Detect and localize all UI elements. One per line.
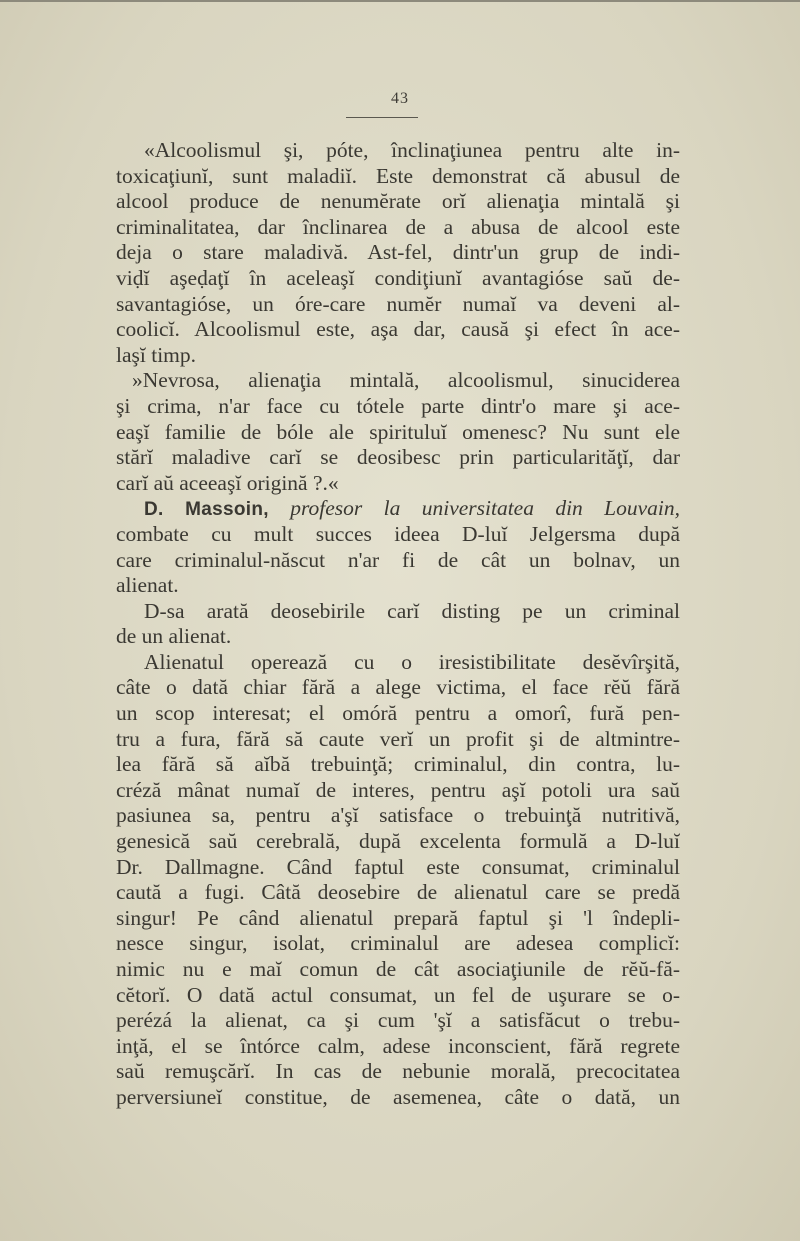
text-line: viḍĭ aşeḍaţĭ în aceleaşĭ condiţiunĭ avantagióse saŭ de- bbox=[116, 265, 680, 290]
text-line: inţă, el se întórce calm, adese inconscient, fără regrete bbox=[116, 1033, 680, 1058]
text-line: créză mânat numaĭ de interes, pentru aşĭ potoli ura saŭ bbox=[116, 777, 680, 802]
page-number: 43 bbox=[391, 90, 409, 107]
text-line: toxicaţiunĭ, sunt maladiĭ. Este demonstrat că abusul de bbox=[116, 163, 680, 188]
text-line: câte o dată chiar fără a alege victima, el face rĕŭ fără bbox=[116, 675, 680, 700]
text-line: alcool produce de nenumĕrate orĭ alienaţia mintală şi bbox=[116, 189, 680, 214]
paragraph-block-1 bbox=[116, 138, 680, 496]
text-line: Alienatul operează cu o iresistibilitate desĕvîrşită, bbox=[144, 649, 680, 674]
text-line: nimic nu e maĭ comun de cât asociaţiunile de rĕŭ-fă- bbox=[116, 957, 680, 981]
text-line: genesică saŭ cerebrală, după excelenta formulă a D-luĭ bbox=[116, 829, 680, 854]
text-line: care criminalul-născut n'ar fi de cât un bolnav, un bbox=[116, 547, 680, 572]
text-line: laşĭ timp. bbox=[116, 342, 197, 367]
text-line: combate cu mult succes ideea D-luĭ Jelgersma după bbox=[116, 521, 680, 546]
text-line: «Alcoolismul şi, póte, înclinaţiunea pentru alte in- bbox=[144, 138, 680, 162]
author-name: D. Massoin, bbox=[144, 499, 269, 521]
text-line: carĭ aŭ aceeaşĭ origină ?.« bbox=[116, 470, 339, 495]
text-line: cĕtorĭ. O dată actul consumat, un fel de uşurare se o- bbox=[116, 982, 680, 1007]
text-line: lea fără să aĭbă trebuinţă; criminalul, din contra, lu- bbox=[116, 752, 680, 777]
text-line: savantagióse, un óre-care numĕr numaĭ va deveni al- bbox=[116, 291, 680, 316]
text-line: deja o stare maladivă. Ast-fel, dintr'un grup de indi- bbox=[116, 240, 680, 265]
header-rule bbox=[346, 117, 418, 118]
body-text bbox=[116, 138, 680, 1111]
text-line: singur! Pe când alienatul prepară faptul şi 'l îndepli- bbox=[116, 905, 680, 930]
paragraph-block-2 bbox=[116, 522, 680, 1111]
massoin-line bbox=[116, 496, 680, 522]
author-title: profesor la universitatea din Louvain, bbox=[290, 496, 680, 521]
text-line: saŭ remuşcărĭ. In cas de nebunie morală, precocitatea bbox=[116, 1059, 680, 1084]
text-line: de un alienat. bbox=[116, 624, 232, 649]
text-line: alienat. bbox=[116, 573, 179, 598]
text-line: caută a fugi. Câtă deosebire de alienatul care se predă bbox=[116, 880, 680, 905]
text-line: D-sa arată deosebirile carĭ disting pe un criminal bbox=[144, 598, 680, 623]
text-line: stărĭ maladive carĭ se deosibesc prin particularităţĭ, dar bbox=[116, 445, 680, 470]
text-line: perézá la alienat, ca şi cum 'şĭ a satisfăcut o trebu- bbox=[116, 1008, 680, 1033]
page-top-edge bbox=[0, 0, 800, 2]
text-line: şi crima, n'ar face cu tótele parte dintr'o mare şi ace- bbox=[116, 393, 680, 418]
text-line: perversiuneĭ constitue, de asemenea, câte o dată, un bbox=[116, 1084, 680, 1109]
text-line: tru a fura, fără să caute verĭ un profit şi de altmintre- bbox=[116, 726, 680, 751]
text-line: un scop interesat; el omóră pentru a omorî, fură pen- bbox=[116, 701, 680, 726]
text-line: criminalitatea, dar înclinarea de a abusa de alcool este bbox=[116, 214, 680, 239]
text-line: coolicĭ. Alcoolismul este, aşa dar, causă şi efect în ace- bbox=[116, 317, 680, 342]
text-line: »Nevrosa, alienaţia mintală, alcoolismul, sinuciderea bbox=[132, 368, 680, 393]
text-line: eaşĭ familie de bóle ale spirituluĭ omenesc? Nu sunt ele bbox=[116, 419, 680, 444]
text-line: pasiunea sa, pentru a'şĭ satisface o trebuinţă nutritivă, bbox=[116, 803, 680, 828]
text-line: Dr. Dallmagne. Când faptul este consumat, criminalul bbox=[116, 854, 680, 879]
text-line: nesce singur, isolat, criminalul are adesea complicĭ: bbox=[116, 931, 680, 956]
